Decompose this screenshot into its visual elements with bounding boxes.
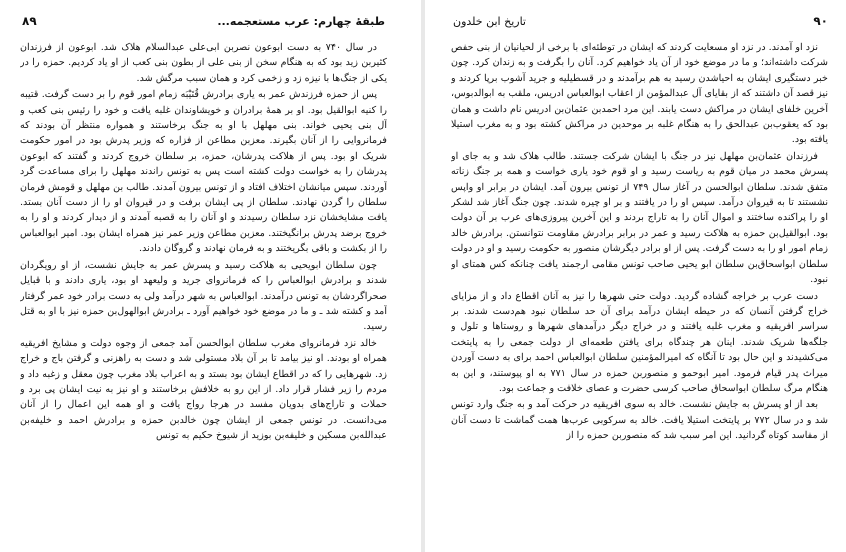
right-paragraph-4: بعد از او پسرش به جایش نشست. خالد به سوی افریقیه در حرکت آمد و به جنگ وارد تونس شد و در سال ۷۷۲ بر پایتخت استیلا یافت. خالد به سرکوبی عرب‌ها همت گماشت تا دست آنان از مفاسد کوتاه گردانید. این امر سبب شد که منصوربن حمزه را از	[451, 399, 828, 442]
right-page-header	[453, 14, 828, 32]
right-paragraph-2: فرزندان عثمان‌بن مهلهل نیز در جنگ با ایشان شرکت جستند. طالب هلاک شد و به جای او پسرش محمد در میان قوم به ریاست رسید و او قوم خود یاری خواست و همه بر جنگ زناته متفق شدند. سلطان ابوالحسن در آغاز سال ۷۴۹ از تونس بیرون آمد. ایشان در برابر او واپس نشستند تا به قیروان درآمد. سپس او را در یافتند و بر او چیره شدند. چون جنگ آغاز شد لشکر او را پراکنده ساختند و اموال آنان را به تاراج بردند و این آخرین پیروزی‌های عرب بر آن دولت بود. ابوالقیل‌بن حمزه به هلاکت رسید و عمر در برابر برادرش مقاومت نتوانستن. برادرش خالد زمام امور او را به دست گرفت. پس از او برادر دیگرشان منصور به حکومت رسید و او در دولت سلطان ابواسحاق‌بن سلطان ابو یحیی صاحب تونس مقامی ارجمند یافت چنانکه کس همتای او نبود.	[451, 150, 828, 286]
right-paragraph-3: دست عرب بر خراجه گشاده گردید. دولت حتی شهرها را نیز به آنان اقطاع داد و از مزایای خراج گرفتن آنسان که در حیطه ایشان درآمد برای آن حد سلطان نبود هم‌دست شدند. بر سراسر افریقیه و مغرب غلبه یافتند و در خراج دیگر درآمدهای شهرها و روستاها و تلول و جلگه‌ها شریک شدند. اینان هر چندگاه برای یافتن طعمه‌ای از دولت جمعی را به پایتخت می‌کشیدند و این حال بود تا آنگاه که امیرالمؤمنین سلطان ابوالعباس احمد برای به دست آوردن میراث پدر قیام فرمود. امیر ابوحمو و منصوربن حمزه در سال ۷۷۱ به او پیوستند، و این به هنگام مرگ سلطان ابواسحاق صاحب کرسی حضرت و عصای خلافت و جماعت بود.	[451, 290, 828, 394]
left-page-number: ۸۹	[22, 14, 37, 28]
left-page-header	[22, 14, 385, 32]
left-paragraph-1: در سال ۷۴۰ به دست ابوعون نصربن ابی‌علی عبدالسلام هلاک شد. ابوعون از فرزندان کثیربن زید بود که به هنگام سخن از بنی علی از بطون بنی کعب از او یاد کردیم. حمزه را در یکی از جنگ‌ها با نیزه زد و زخمی کرد و همان سبب مرگش شد.	[20, 42, 387, 84]
left-paragraph-2: پس از حمزه فرزندش عمر به یاری برادرش قُتَیْبَه زمام امور قوم را بر دست گرفت. قتیبه را کنیه ابوالقیل بود. او بر همهٔ برادران و خویشاوندان غلبه یافت و خود را رئیس بنی کعب و آل بنی یحیی خواند. بنی مهلهل با او به جنگ برخاستند و همواره منتظر آن بودند که فرمانروایی را از آنان بگیرند. معزبن مطاعن از فزاره که وزیر پدرش بود در امور حکومت شریک او بود. پس از هلاکت پدرشان، حمزه، بر سلطان خروج کردند و گفتند که ابوعون پدرشان را به خواست دولت کشته است پس به تونس راندند مهلهل را برای مساعدت گرد آوردند. سپس میانشان اختلاف افتاد و از تونس بیرون آمدند. طالب بن مهلهل و قومش فرمان سلطان را گردن نهادند. سلطان از پی ایشان برفت و در قیروان او را از دست آنان بستد. یافت مشایخشان نزد سلطان رسیدند و او آنان را به قصبه آمدند و از دیدار کردند و او را به خروج برضد پدرش برانگیختند. معزبن مطاعن وزیر عمر نیز همراه ایشان بود. امیر ابوالعباس را از بکشت و باقی بگریختند و به فرمان نهادند و گروگان دادند.	[20, 89, 387, 255]
right-page	[425, 0, 846, 552]
right-paragraph-1: نزد او آمدند. در نزد او مسعایت کردند که ایشان در توطئه‌ای با برخی از لحیانیان از بنی حفص شرکت داشته‌اند؛ و ما در موضع خود از آن یاد خواهیم کرد. آنان را بگرفت و به زندان کرد. چون خبر دستگیری ایشان به احیاشدن رسید به هم برآمدند و در قسطیلیه و جرید آشوب برپا کردند و نیز قصد آن داشتند که از بقایای آل عبدالمؤمن از اعقاب ابوالعباس ادریس، ملقب به ابوالدبوس، آخرین خلفای ایشان در مراکش دست یابند. این مرد احمدبن عثمان‌بن ادریس نام داشت و همان بود که یعقوب‌بن عبدالحق را به هنگام غلبه بر موحدین در مراکش کشته بود و به مغرب استیلا یافته بود.	[451, 42, 828, 146]
left-page-body	[20, 40, 387, 544]
left-page	[0, 0, 421, 552]
right-page-body	[451, 40, 828, 544]
left-page-running-title: طبقهٔ چهارم: عرب مستعجمه...	[217, 15, 385, 28]
left-paragraph-4: خالد نزد فرمانروای مغرب سلطان ابوالحسن آمد جمعی از وجوه دولت و مشایخ افریقیه همراه او بودند. او نیز بیامد تا بر آن بلاد مستولی شد و دست به راهزنی و گرفتن باج و خراج زد. شهرهایی را که در اقطاع ایشان بود بستد و به اعراب بلاد مغرب چون معقل و زغبه داد و مردم را زیر فشار قرار داد. از این رو به خلافش برخاستند و او نیز به نیت ایشان پی برد و حملات و تاراج‌های بدویان مفسد در هرجا رواج یافت و او همه این اعمال را از آنان می‌دانست. در تونس جمعی از ایشان چون خالدبن حمزه و برادرش احمد و خلیفه‌بن عبدالله‌بن مسکین و خلیفه‌بن بوزید از شیوخ حکیم به تونس	[20, 337, 387, 442]
right-page-running-title: تاریخ ابن خلدون	[453, 15, 526, 28]
book-gutter	[421, 0, 425, 552]
right-page-number: ۹۰	[813, 14, 828, 28]
left-paragraph-3: چون سلطان ابویحیی به هلاکت رسید و پسرش عمر به جایش نشست، از او رویگردان شدند و برادرش ابوالعباس را که فرمانروای جرید و ولیعهد او بود، یاری دادند و با قبایل صحراگردشان به تونس درآمدند. ابوالعباس به شهر درآمد ولی به دست برادر خود عمر گرفتار آمد و کشته شد ـ و ما در موضع خود خواهیم آورد ـ برادرش ابوالهول‌بن حمزه نیز با او به قتل رسید.	[20, 259, 387, 333]
